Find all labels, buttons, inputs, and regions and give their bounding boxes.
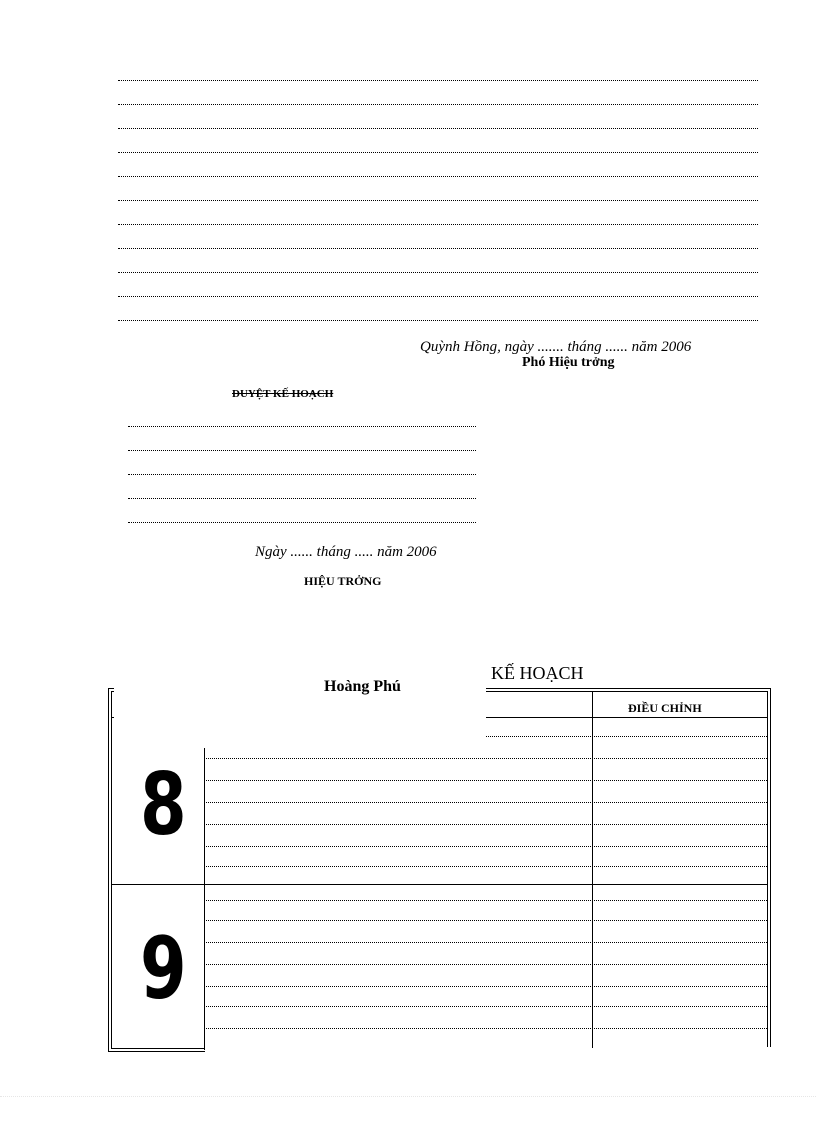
table-row: [204, 986, 767, 987]
author-name: Hoàng Phú: [324, 678, 401, 695]
week-number: 8: [140, 755, 187, 855]
table-row: [204, 900, 767, 901]
table-border: [108, 688, 109, 1051]
principal-title: HIỆU TRỞNG: [304, 574, 382, 588]
dotted-line: [118, 248, 758, 249]
dotted-line: [118, 152, 758, 153]
approval-heading: DUYỆT KẾ HOẠCH: [232, 388, 334, 400]
table-row: [204, 866, 767, 867]
table-border: [111, 1048, 205, 1049]
approval-date: Ngày ...... tháng ..... năm 2006: [255, 544, 437, 560]
adjust-column-header: ĐIỀU CHỈNH: [628, 701, 702, 715]
table-row: [204, 964, 767, 965]
column-divider: [204, 748, 205, 1050]
dotted-line: [118, 200, 758, 201]
dotted-line: [118, 224, 758, 225]
dotted-line: [128, 450, 476, 451]
table-row: [204, 846, 767, 847]
dotted-line: [128, 522, 476, 523]
dotted-line: [118, 296, 758, 297]
table-border: [111, 691, 112, 1048]
table-border: [108, 1051, 205, 1052]
table-row: [204, 758, 767, 759]
dotted-line: [128, 474, 476, 475]
vice-principal-title: Phó Hiệu trởng: [522, 355, 615, 370]
table-row: [485, 736, 767, 737]
name-overlay: [114, 673, 486, 747]
page-footer-line: [0, 1096, 816, 1097]
week-number: 9: [140, 919, 187, 1019]
table-row: [204, 1028, 767, 1029]
place-date-line: Quỳnh Hồng, ngày ....... tháng ...... năm 2006: [420, 339, 692, 355]
dotted-line: [118, 176, 758, 177]
dotted-line: [118, 128, 758, 129]
table-row: [204, 780, 767, 781]
dotted-line: [128, 426, 476, 427]
table-row: [204, 802, 767, 803]
dotted-line: [118, 80, 758, 81]
week-divider: [111, 884, 767, 885]
table-border: [767, 691, 768, 1047]
table-row: [204, 942, 767, 943]
table-row: [204, 1006, 767, 1007]
table-row: [204, 920, 767, 921]
dotted-line: [118, 320, 758, 321]
dotted-line: [118, 104, 758, 105]
table-border: [770, 688, 771, 1047]
dotted-line: [118, 272, 758, 273]
dotted-line: [128, 498, 476, 499]
column-divider: [592, 691, 593, 1048]
table-row: [204, 824, 767, 825]
plan-title: KẾ HOẠCH: [491, 663, 584, 683]
